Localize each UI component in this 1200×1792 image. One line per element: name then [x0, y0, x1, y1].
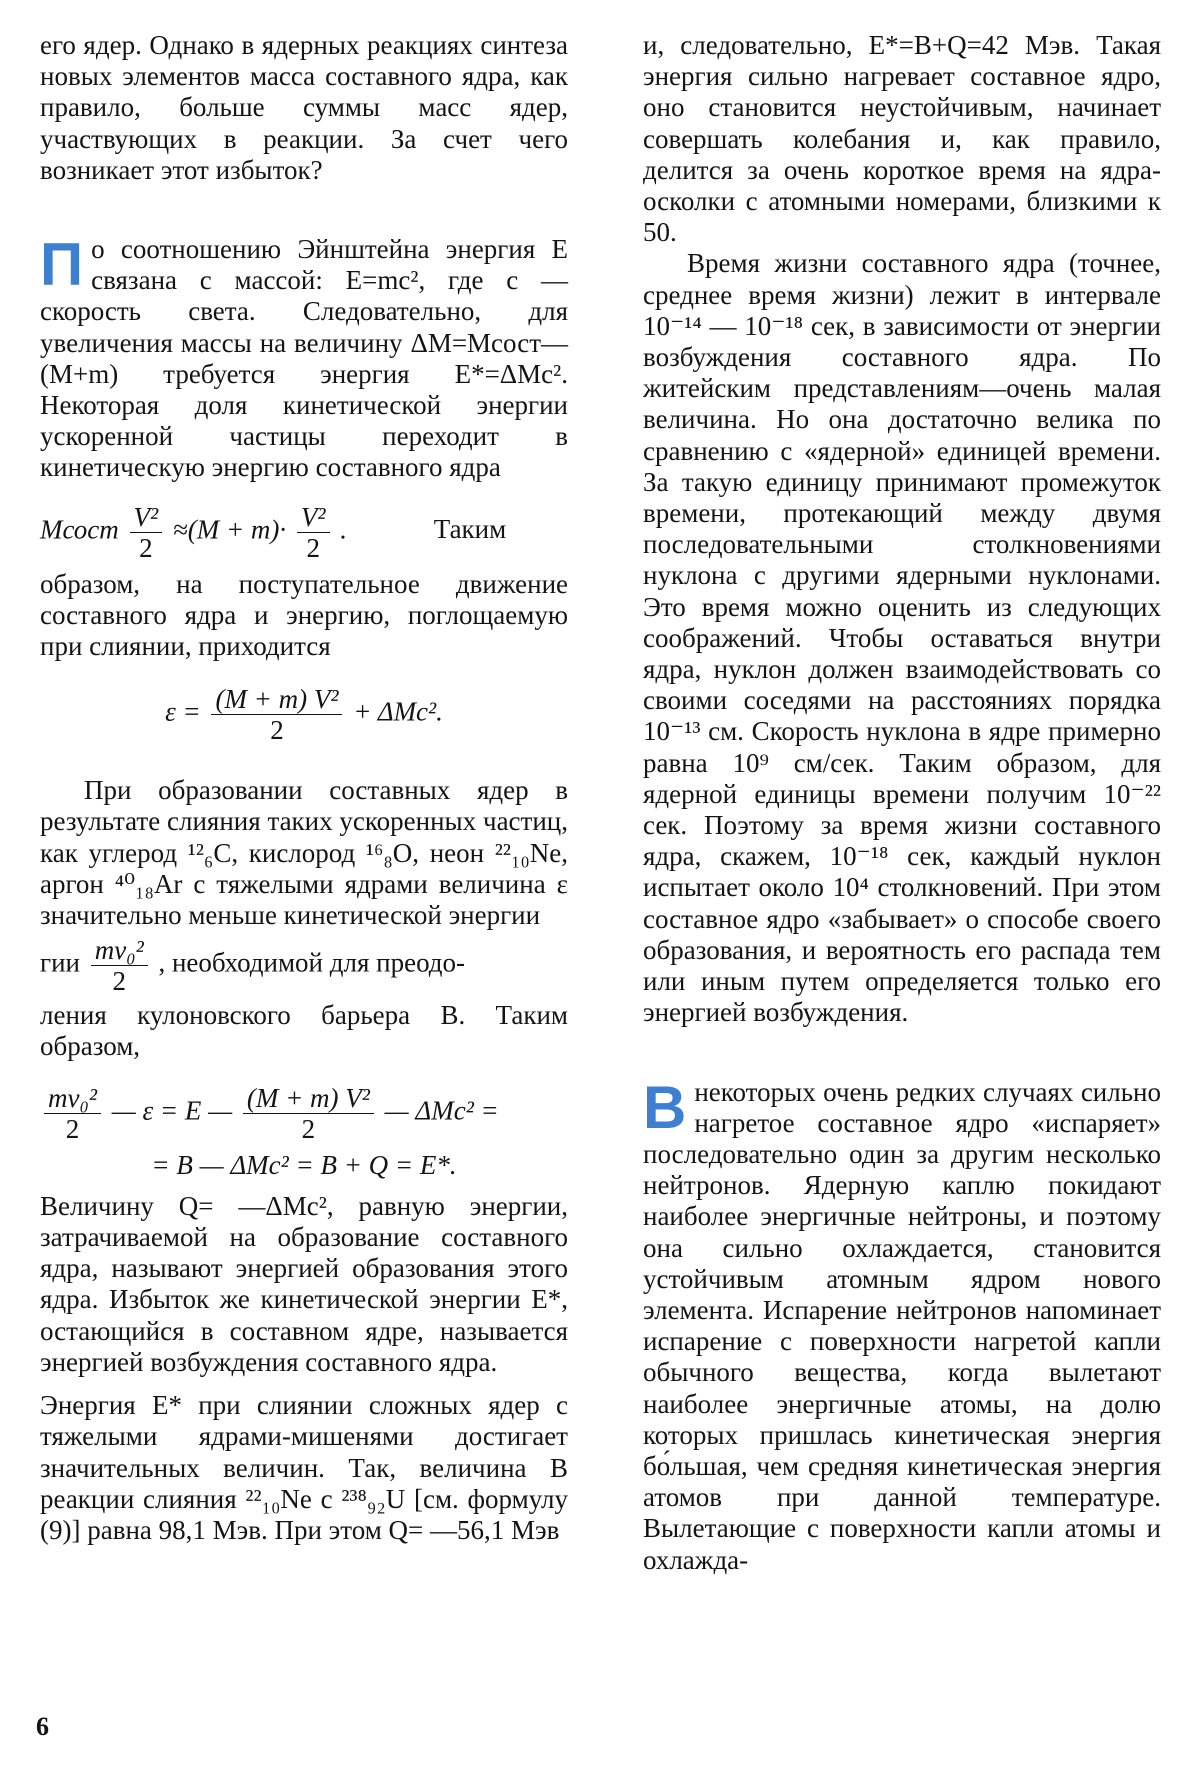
formula-mid: — ε = E — [111, 1095, 233, 1126]
frac-num: (M + m) V² [211, 684, 342, 715]
right-column [643, 30, 1161, 1576]
frac-den: 2 [270, 715, 284, 746]
fraction-v2-over-2-a [130, 502, 163, 563]
frac-num: mv₀² [44, 1083, 101, 1114]
fraction-mv0-over-2 [91, 935, 148, 996]
left-paragraph-1: его ядер. Однако в ядерных реакциях синтеза новых элементов масса составного ядра, как правило, больше суммы масс ядер, участвующих в реакции. За счет чего возникает этот избыток? [40, 30, 568, 185]
frac-den: 2 [301, 1113, 316, 1144]
formula-epsilon-rhs: + ΔMc². [353, 696, 443, 727]
frac-den: 2 [139, 532, 153, 563]
formula-trailing-word: Таким [433, 514, 507, 545]
formula-mv-after: , необходимой для преодо- [158, 947, 466, 978]
dropcap-v: В [643, 1073, 687, 1141]
left-paragraph-2-continued: образом, на поступательное движение составного ядра и энергию, поглощаемую при слиянии, приходится [40, 568, 568, 662]
formula-period: . [340, 514, 347, 545]
inline-formula-mv2 [40, 935, 568, 996]
frac-den: 2 [306, 532, 320, 563]
left-paragraph-2-text: о соотношению Эйнштейна энергия E связана с массой: E=mc², где c — скорость света. Следовательно, для увеличения массы на величину ΔM=Mсост—(M+m) требуется энергия E*=ΔMc². Некоторая доля кинетической энергии ускоренной частицы переходит в кинетическую энергию составного ядра [40, 234, 568, 483]
frac-den: 2 [65, 1113, 80, 1144]
fraction-mm-v2-over-2 [243, 1083, 374, 1144]
page-number: 6 [36, 1712, 49, 1741]
formula-energy-balance-line2: = B — ΔMc² = B + Q = E*. [151, 1149, 457, 1180]
formula-m-sost: Mсост [40, 514, 119, 545]
fraction-v2-over-2-b [297, 502, 330, 563]
formula-mv-before: гии [40, 947, 80, 978]
formula-epsilon-lhs: ε = [165, 696, 201, 727]
frac-num: V² [297, 502, 330, 533]
formula-approx-term: ≈(M + m)· [172, 514, 287, 545]
dropcap-p: П [40, 231, 84, 299]
formula-end: — ΔMc² = [384, 1095, 499, 1126]
right-paragraph-3-text: некоторых очень редких случаях сильно нагретое составное ядро «испаряет» последовательно один за другим несколько нейтронов. Ядерную каплю покидают наиболее энергичные нейтроны, и поэтому она сильно охлаждается, становится устойчивым атомным ядром нового элемента. Испарение нейтронов напоминает испарение с поверхности нагретой капли обычного вещества, когда вылетают наиболее энергичные атомы, на долю которых пришлась кинетическая энергия бо́льшая, чем средняя кинетическая энергия атомов при данной температуре. Вылетающие с поверхности капли атомы и охлажда- [643, 1076, 1161, 1575]
formula-energy-balance-line1 [40, 1083, 568, 1144]
frac-num: (M + m) V² [243, 1083, 374, 1114]
left-paragraph-2 [40, 231, 568, 484]
right-paragraph-3 [643, 1073, 1161, 1576]
left-paragraph-3-continued: ления кулоновского барьера B. Таким образом, [40, 1000, 568, 1062]
frac-num: V² [130, 502, 163, 533]
right-paragraph-1: и, следовательно, E*=B+Q=42 Мэв. Такая энергия сильно нагревает составное ядро, оно становится неустойчивым, начинает совершать колебания и, как правило, делится за очень короткое время на ядра-осколки с атомными номерами, близкими к 50. [643, 30, 1161, 248]
formula-epsilon [40, 684, 568, 745]
fraction-mv0-over-2-b [44, 1083, 101, 1144]
right-paragraph-2: Время жизни составного ядра (точнее, среднее время жизни) лежит в интервале 10⁻¹⁴ — 10⁻¹⁸ сек, в зависимости от энергии возбуждения составного ядра. По житейским представлениям—очень малая величина. Но она достаточно велика по сравнению с «ядерной» единицей времени. За такую единицу принимают промежуток времени, протекающий между двумя последовательными столкновениями нуклона с другими ядерными нуклонами. Это время можно оценить из следующих соображений. Чтобы оставаться внутри ядра, нуклон должен взаимодействовать со своими соседями на расстояниях порядка 10⁻¹³ см. Скорость нуклона в ядре примерно равна 10⁹ см/сек. Таким образом, для ядерной единицы времени получим 10⁻²² сек. Поэтому за время жизни составного ядра, скажем, 10⁻¹⁸ сек, каждый нуклон испытает около 10⁴ столкновений. При этом составное ядро «забывает» о способе своего образования, и вероятность его распада тем или иным путем определяется только его энергией возбуждения. [643, 248, 1161, 1028]
left-paragraph-5: Энергия E* при слиянии сложных ядер с тяжелыми ядрами-мишенями достигает значительных величин. Так, величина B реакции слияния ²²₁₀Ne с ²³⁸₉₂U [см. формулу (9)] равна 98,1 Мэв. При этом Q= —56,1 Мэв [40, 1390, 568, 1545]
left-column [40, 30, 568, 1546]
inline-formula-kinetic [40, 502, 568, 563]
frac-num: mv₀² [91, 935, 148, 966]
left-paragraph-3: При образовании составных ядер в результате слияния таких ускоренных частиц, как углерод ¹²₆C, кислород ¹⁶₈O, неон ²²₁₀Ne, аргон ⁴⁰₁₈Ar с тяжелыми ядрами величина ε значительно меньше кинетической энергии [40, 775, 568, 931]
formula-epsilon-fraction [211, 684, 342, 745]
left-paragraph-4: Величину Q= —ΔMc², равную энергии, затрачиваемой на образование составного ядра, называют энергией образования этого ядра. Избыток же кинетической энергии E*, остающийся в составном ядре, называется энергией возбуждения составного ядра. [40, 1190, 568, 1377]
frac-den: 2 [112, 966, 126, 997]
